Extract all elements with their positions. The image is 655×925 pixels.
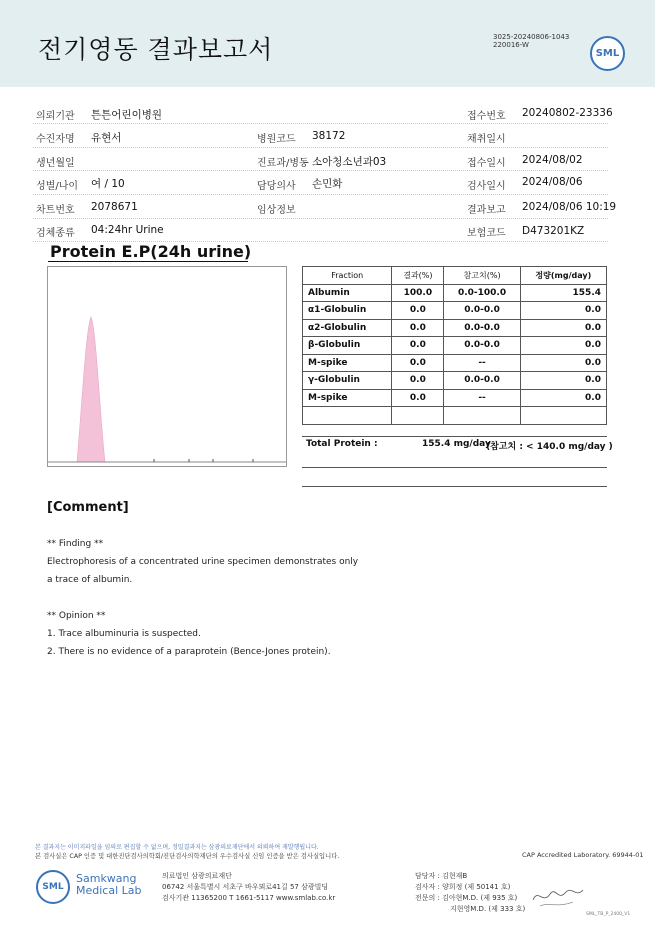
total-protein-value: 155.4 mg/day: [422, 439, 491, 449]
table-header-row: [303, 267, 607, 285]
result-percent: 0.0: [392, 354, 444, 372]
reference-range: 0.0-0.0: [444, 337, 520, 355]
footer-contact: 검사기관 11365200 T 1661-5117 www.smlab.co.kr: [162, 894, 336, 902]
row-divider: [33, 147, 608, 148]
table-row-empty: [303, 407, 607, 425]
reference-range: 0.0-0.0: [444, 302, 520, 320]
header-reference: 참고치(%): [444, 267, 520, 285]
sex-age-value: 여 / 10: [91, 178, 125, 190]
collection-date-label: 채취일시: [467, 134, 506, 145]
logo-name-line-2: Medical Lab: [76, 884, 142, 897]
report-title: 전기영동 결과보고서: [38, 35, 274, 64]
sml-logo: SML: [590, 36, 625, 71]
opinion-heading: ** Opinion **: [47, 611, 106, 621]
header-result: 결과(%): [392, 267, 444, 285]
receipt-no-label: 접수번호: [467, 111, 506, 122]
total-protein-rule: [302, 467, 607, 468]
table-row: [303, 389, 607, 407]
reference-range: 0.0-0.0: [444, 372, 520, 390]
quantity-mg-day: 0.0: [520, 302, 606, 320]
signature-specialist-1: 전문의 : 김아현M.D. (제 935 호): [415, 894, 518, 902]
row-divider: [33, 170, 608, 171]
reference-range: [444, 407, 520, 425]
total-protein-label: Total Protein :: [306, 439, 378, 449]
document-id-2: 220016-W: [493, 41, 529, 49]
fraction-name: γ-Globulin: [303, 372, 392, 390]
result-percent: 0.0: [392, 319, 444, 337]
fraction-name: β-Globulin: [303, 337, 392, 355]
signature-tester: 검사자 : 양희정 (제 50141 호): [415, 883, 511, 891]
table-row: [303, 354, 607, 372]
hospital-code-label: 병원코드: [257, 134, 296, 145]
result-percent: 0.0: [392, 302, 444, 320]
fraction-name: α1-Globulin: [303, 302, 392, 320]
report-date-label: 결과보고: [467, 205, 506, 216]
table-row: [303, 319, 607, 337]
comment-title: [Comment]: [47, 500, 129, 515]
reference-range: --: [444, 389, 520, 407]
section-title: Protein E.P(24h urine): [50, 242, 252, 261]
row-divider: [33, 123, 608, 124]
fraction-name: α2-Globulin: [303, 319, 392, 337]
institution-label: 의뢰기관: [36, 111, 75, 122]
quantity-mg-day: 0.0: [520, 389, 606, 407]
table-row: [303, 337, 607, 355]
result-percent: 0.0: [392, 337, 444, 355]
document-id-1: 3025-20240806-1043: [493, 33, 570, 41]
total-protein-reference: (참고치 : < 140.0 mg/day ): [486, 442, 613, 452]
doctor-label: 담당의사: [257, 181, 296, 192]
reference-range: 0.0-100.0: [444, 284, 520, 302]
test-date-label: 검사일시: [467, 181, 506, 192]
albumin-peak: [77, 317, 105, 462]
clinical-info-label: 임상정보: [257, 205, 296, 216]
signature-staff: 담당자 : 김현재B: [415, 872, 468, 880]
fraction-name: [303, 407, 392, 425]
institution-value: 튼튼어린이병원: [91, 109, 163, 121]
table-row: [303, 372, 607, 390]
finding-line-2: a trace of albumin.: [47, 575, 133, 585]
handwritten-signature: [528, 880, 588, 910]
fraction-name: Albumin: [303, 284, 392, 302]
footer-notice-2: 본 검사실은 CAP 인증 및 대한진단검사의학회/진단검사의학재단의 우수검사실 신임 인증을 받은 검사실입니다.: [35, 853, 340, 860]
footer-address: 06742 서울특별시 서초구 바우뫼로41길 57 삼광빌딩: [162, 883, 329, 891]
electrophoresis-curve: [48, 267, 286, 466]
dob-label: 생년월일: [36, 158, 75, 169]
fraction-name: M-spike: [303, 354, 392, 372]
receipt-date-value: 2024/08/02: [522, 154, 583, 166]
reference-range: 0.0-0.0: [444, 319, 520, 337]
form-code: SML_TB_P_2400_V1: [586, 912, 631, 917]
opinion-line-2: 2. There is no evidence of a paraprotein (Bence-Jones protein).: [47, 647, 331, 657]
cap-accreditation: CAP Accredited Laboratory. 69944-01: [522, 851, 644, 859]
quantity-mg-day: 0.0: [520, 319, 606, 337]
logo-name-line-1: Samkwang: [76, 872, 137, 885]
fraction-name: M-spike: [303, 389, 392, 407]
total-protein-rule: [302, 486, 607, 487]
table-row: [303, 284, 607, 302]
patient-name-value: 유현서: [91, 132, 122, 144]
signature-specialist-2: 지현영M.D. (제 333 호): [450, 905, 526, 913]
electrophoresis-graph: [47, 266, 287, 467]
chart-no-value: 2078671: [91, 201, 138, 213]
row-divider: [33, 218, 608, 219]
header-fraction: Fraction: [303, 267, 392, 285]
insurance-code-label: 보험코드: [467, 228, 506, 239]
section-title-underline: [48, 261, 248, 262]
specimen-value: 04:24hr Urine: [91, 224, 164, 236]
test-date-value: 2024/08/06: [522, 176, 583, 188]
quantity-mg-day: 0.0: [520, 337, 606, 355]
receipt-no-value: 20240802-23336: [522, 107, 613, 119]
opinion-line-1: 1. Trace albuminuria is suspected.: [47, 629, 201, 639]
patient-name-label: 수진자명: [36, 134, 75, 145]
header-quantity: 정량(mg/day): [520, 267, 606, 285]
chart-no-label: 차트번호: [36, 205, 75, 216]
samkwang-logo-icon: SML: [36, 870, 70, 904]
result-percent: 100.0: [392, 284, 444, 302]
department-value: 소아청소년과03: [312, 156, 387, 168]
result-percent: 0.0: [392, 389, 444, 407]
sex-age-label: 성별/나이: [36, 181, 79, 192]
result-percent: 0.0: [392, 372, 444, 390]
total-protein-top-rule: [302, 436, 607, 437]
footer-notice-1: 본 결과지는 이미지파일을 임의로 편집할 수 없으며, 정밀결과지는 삼광의료재단에서 의뢰하여 재발행됩니다.: [35, 844, 319, 851]
specimen-label: 검체종류: [36, 228, 75, 239]
footer-org-name: 의료법인 삼광의료재단: [162, 872, 232, 880]
finding-line-1: Electrophoresis of a concentrated urine specimen demonstrates only: [47, 557, 359, 567]
quantity-mg-day: 0.0: [520, 354, 606, 372]
finding-heading: ** Finding **: [47, 539, 104, 549]
table-row: [303, 302, 607, 320]
report-date-value: 2024/08/06 10:19: [522, 201, 617, 213]
reference-range: --: [444, 354, 520, 372]
quantity-mg-day: 0.0: [520, 372, 606, 390]
quantity-mg-day: [520, 407, 606, 425]
row-divider: [33, 194, 608, 195]
doctor-value: 손민화: [312, 178, 343, 190]
receipt-date-label: 접수일시: [467, 158, 506, 169]
department-label: 진료과/병동: [257, 158, 309, 169]
samkwang-logo-name: [76, 873, 142, 897]
quantity-mg-day: 155.4: [520, 284, 606, 302]
result-percent: [392, 407, 444, 425]
insurance-code-value: D473201KZ: [522, 225, 585, 237]
hospital-code-value: 38172: [312, 130, 346, 142]
results-table: [302, 266, 607, 425]
document-id: [493, 33, 569, 49]
